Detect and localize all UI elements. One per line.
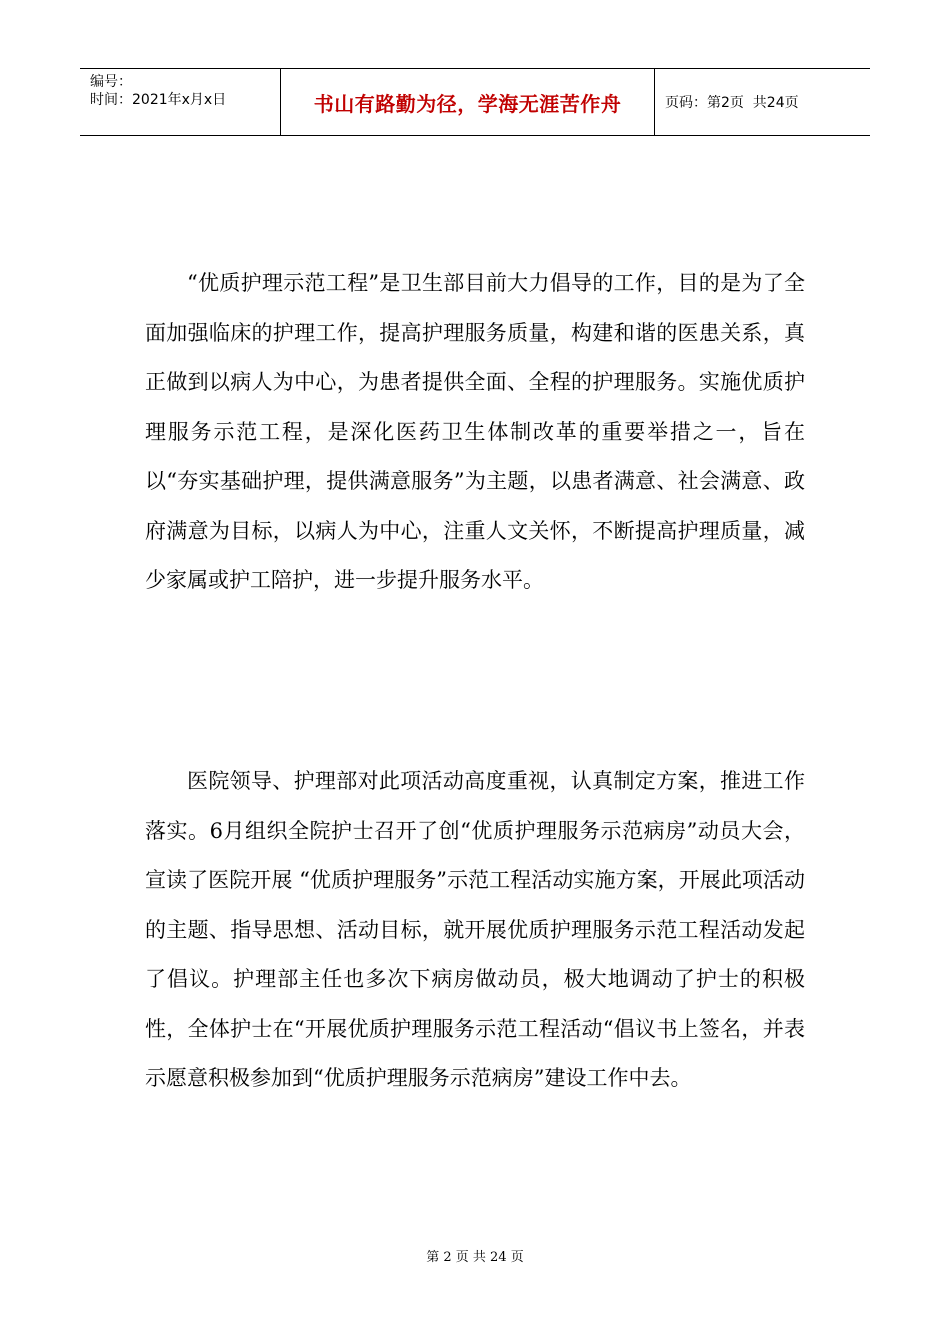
header-motto — [281, 69, 655, 135]
header-page-info — [655, 69, 870, 135]
header-meta — [80, 69, 281, 135]
header-time-label: 时间：2021年x月x日 — [90, 92, 227, 108]
body-paragraph-2: 医院领导、护理部对此项活动高度重视，认真制定方案，推进工作落实。6月组织全院护士召开了创“优质护理服务示范病房”动员大会，宣读了医院开展 “优质护理服务”示范工程活动实施方案，开展此项活动的主题、指导思想、活动目标，就开展优质护理服务示范工程活动发起了倡议。护理部主任也多次下病房做动员，极大地调动了护士的积极性，全体护士在“开展优质护理服务示范工程活动“倡议书上签名，并表示愿意积极参加到“优质护理服务示范病房”建设工作中去。 — [145, 769, 805, 1090]
page-footer: 第 2 页 共 24 页 — [426, 1250, 524, 1265]
header-motto-text: 书山有路勤为径，学海无涯苦作舟 — [313, 91, 622, 116]
header-number-label: 编号： — [90, 74, 132, 90]
body-paragraph-1: “优质护理示范工程”是卫生部目前大力倡导的工作，目的是为了全面加强临床的护理工作，提高护理服务质量，构建和谐的医患关系，真正做到以病人为中心，为患者提供全面、全程的护理服务。实施优质护理服务示范工程，是深化医药卫生体制改革的重要举措之一，旨在以“夯实基础护理，提供满意服务”为主题，以患者满意、社会满意、政府满意为目标，以病人为中心，注重人文关怀，不断提高护理质量，减少家属或护工陪护，进一步提升服务水平。 — [145, 271, 805, 592]
header-page-label: 页码：第2页 共24页 — [665, 95, 799, 111]
page-header — [80, 68, 870, 136]
